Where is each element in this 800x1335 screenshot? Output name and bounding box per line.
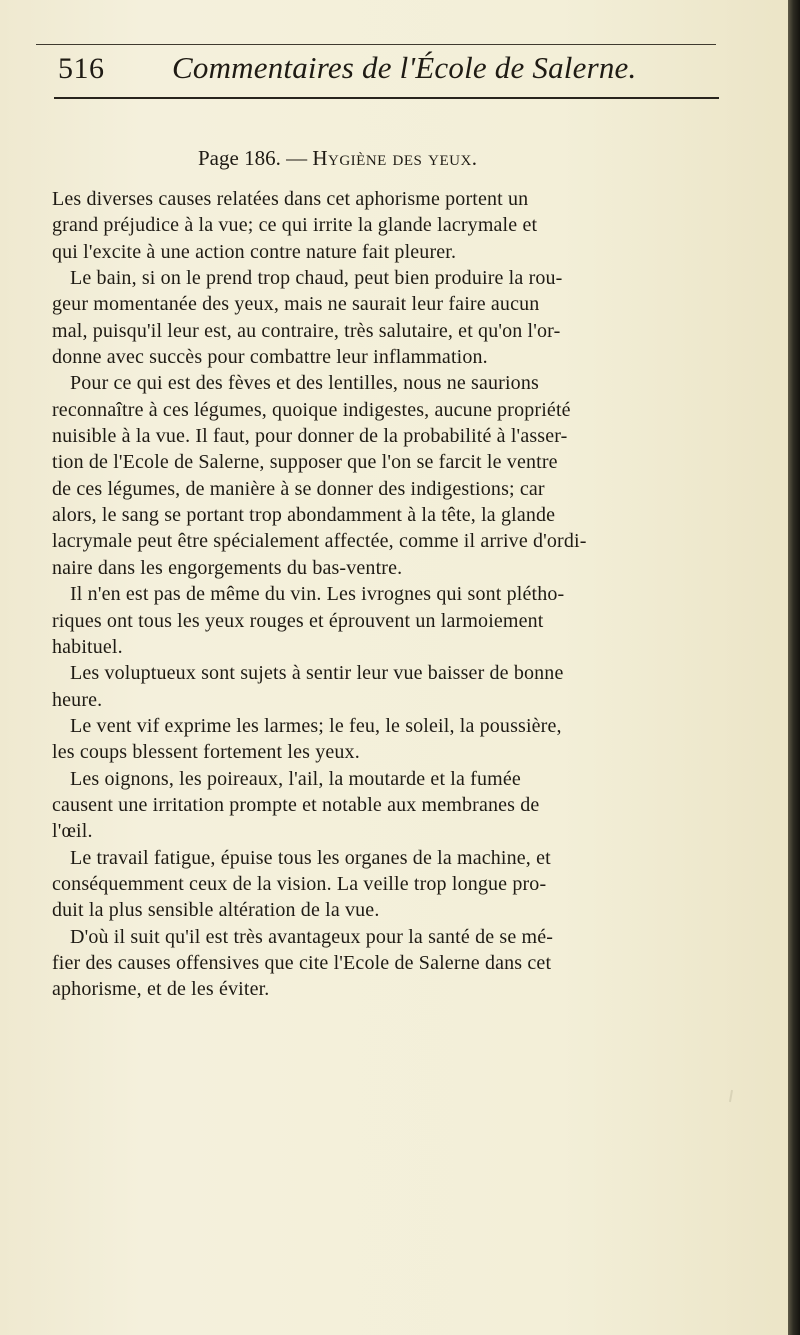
- text-line: nuisible à la vue. Il faut, pour donner de la probabilité à l'asser-: [52, 425, 568, 448]
- text-line: heure.: [52, 688, 103, 711]
- text-line: les coups blessent fortement les yeux.: [52, 741, 360, 764]
- page-edge-shadow: [788, 0, 800, 1335]
- text-line: Il n'en est pas de même du vin. Les ivrognes qui sont plétho-: [70, 583, 565, 606]
- text-line: fier des causes offensives que cite l'Ecole de Salerne dans cet: [52, 951, 552, 974]
- text-line: alors, le sang se portant trop abondamment à la tête, la glande: [52, 504, 556, 527]
- header-top-rule: [36, 44, 716, 45]
- header-bottom-rule: [54, 97, 719, 99]
- text-line: Les oignons, les poireaux, l'ail, la moutarde et la fumée: [70, 767, 521, 790]
- text-line: tion de l'Ecole de Salerne, supposer que l'on se farcit le ventre: [52, 451, 558, 474]
- text-line: lacrymale peut être spécialement affectée, comme il arrive d'ordi-: [52, 530, 587, 553]
- text-line: Pour ce qui est des fèves et des lentilles, nous ne saurions: [70, 372, 539, 395]
- text-line: conséquemment ceux de la vision. La veille trop longue pro-: [52, 872, 547, 895]
- paper-mark: [729, 1090, 733, 1102]
- section-heading-title: Hygiène des yeux.: [312, 146, 478, 170]
- text-line: Le bain, si on le prend trop chaud, peut bien produire la rou-: [70, 267, 563, 290]
- text-line: Le vent vif exprime les larmes; le feu, le soleil, la poussière,: [70, 714, 562, 737]
- running-title: Commentaires de l'École de Salerne.: [172, 50, 637, 85]
- text-line: aphorisme, et de les éviter.: [52, 978, 270, 1001]
- section-heading: [198, 145, 588, 171]
- text-line: riques ont tous les yeux rouges et éprouvent un larmoiement: [52, 609, 544, 632]
- text-line: de ces légumes, de manière à se donner des indigestions; car: [52, 477, 545, 500]
- text-line: qui l'excite à une action contre nature fait pleurer.: [52, 240, 457, 263]
- text-line: Les diverses causes relatées dans cet aphorisme portent un: [52, 188, 529, 210]
- text-line: l'œil.: [52, 820, 93, 843]
- text-line: mal, puisqu'il leur est, au contraire, très salutaire, et qu'on l'or-: [52, 319, 561, 342]
- body-text: [52, 186, 722, 1003]
- text-line: habituel.: [52, 635, 123, 658]
- text-line: grand préjudice à la vue; ce qui irrite la glande lacrymale et: [52, 214, 538, 237]
- section-heading-prefix: Page 186. —: [198, 146, 313, 170]
- text-line: Le travail fatigue, épuise tous les organes de la machine, et: [70, 846, 551, 869]
- text-line: duit la plus sensible altération de la vue.: [52, 899, 380, 922]
- text-line: donne avec succès pour combattre leur inflammation.: [52, 346, 488, 369]
- text-line: Les voluptueux sont sujets à sentir leur vue baisser de bonne: [70, 662, 564, 685]
- text-line: reconnaître à ces légumes, quoique indigestes, aucune propriété: [52, 398, 571, 421]
- text-line: D'où il suit qu'il est très avantageux pour la santé de se mé-: [70, 925, 554, 948]
- text-line: causent une irritation prompte et notable aux membranes de: [52, 793, 540, 816]
- page-number: 516: [58, 52, 105, 85]
- text-line: geur momentanée des yeux, mais ne saurait leur faire aucun: [52, 293, 540, 316]
- text-line: naire dans les engorgements du bas-ventre.: [52, 556, 403, 579]
